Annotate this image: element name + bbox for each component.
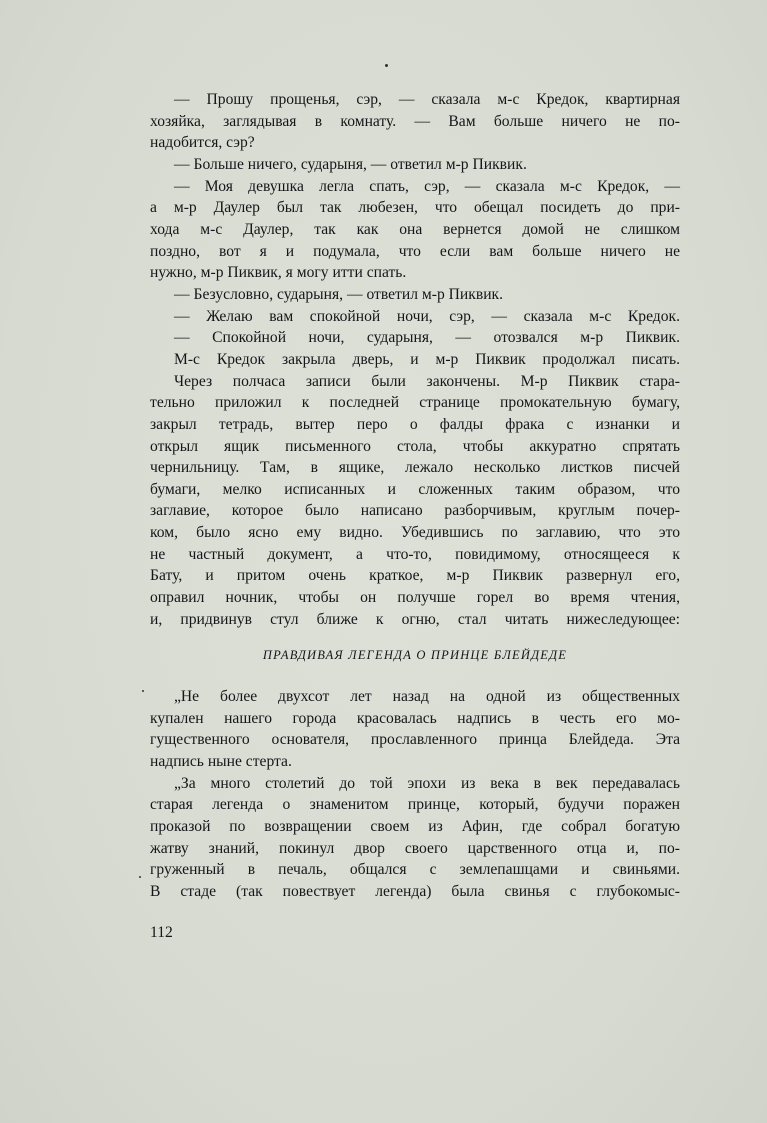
text-line: М-с Кредок закрыла дверь, и м-р Пиквик продолжал писать.	[174, 350, 680, 368]
text-line: чернильницу. Там, в ящике, лежало несколько листков писчей	[150, 459, 680, 477]
text-line: — Желаю вам спокойной ночи, сэр, — сказала м-с Кредок.	[174, 307, 680, 325]
text-line: хозяйка, заглядывая в комнату. — Вам больше ничего не по-	[150, 112, 680, 130]
text-line: — Прошу прощенья, сэр, — сказала м-с Кредок, квартирная	[174, 91, 680, 108]
text-line: — Безусловно, сударыня, — ответил м-р Пиквик.	[174, 285, 504, 303]
text-line: гущественного основателя, прославленного принца Блейдеда. Эта	[150, 731, 680, 749]
text-line: надобится, сэр?	[150, 134, 255, 152]
text-line: „Не более двухсот лет назад на одной из общественных	[174, 688, 680, 705]
text-line: жатву знаний, покинул двор своего царственного отца и, по-	[150, 839, 680, 857]
text-line: — Спокойной ночи, сударыня, — отозвался м-р Пиквик.	[174, 329, 680, 347]
text-line: бумаги, мелко исписанных и сложенных таким образом, что	[150, 480, 680, 498]
text-line: ком, было ясно ему видно. Убедившись по заглавию, что это	[150, 524, 680, 542]
text-line: закрыл тетрадь, вытер перо о фалды фрака с изнанки и	[150, 415, 680, 433]
text-line: открыл ящик письменного стола, чтобы аккуратно спрятать	[150, 437, 680, 455]
scan-speck	[142, 690, 144, 692]
scan-speck	[385, 64, 388, 67]
text-line: хода м-с Даулер, так как она вернется домой не слишком	[150, 220, 680, 238]
text-line: „За много столетий до той эпохи из века в век передавалась	[174, 774, 680, 792]
text-line: а м-р Даулер был так любезен, что обещал посидеть до при-	[150, 199, 680, 217]
text-line: Через полчаса записи были закончены. М-р Пиквик стара-	[174, 372, 680, 390]
text-line: груженный в печаль, общался с землепашцами и свиньями.	[150, 861, 680, 879]
text-line: оправил ночник, чтобы он получше горел во время чтения,	[150, 589, 680, 607]
text-line: проказой по возвращении своем из Афин, где собрал богатую	[150, 817, 680, 835]
text-line: — Больше ничего, сударыня, — ответил м-р Пиквик.	[174, 155, 527, 173]
text-line: купален нашего города красовалась надпись в честь его мо-	[150, 709, 680, 727]
body-text-bottom	[150, 686, 680, 903]
text-line: заглавие, которое было написано разборчивым, круглым почер-	[150, 502, 680, 520]
section-heading: ПРАВДИВАЯ ЛЕГЕНДА О ПРИНЦЕ БЛЕЙДЕДЕ	[262, 648, 568, 662]
text-line: старая легенда о знаменитом принце, который, будучи поражен	[150, 796, 680, 814]
text-line: тельно приложил к последней странице промокательную бумагу,	[150, 394, 680, 412]
text-line: Бату, и притом очень краткое, м-р Пиквик развернул его,	[150, 567, 680, 585]
page-number: 112	[150, 924, 173, 941]
text-line: надпись ныне стерта.	[150, 752, 292, 770]
text-line: нужно, м-р Пиквик, я могу итти спать.	[150, 264, 407, 282]
text-line: не частный документ, а что-то, повидимому, относящееся к	[150, 545, 680, 563]
text-line: — Моя девушка легла спать, сэр, — сказала м-с Кредок, —	[174, 177, 680, 195]
scan-speck	[139, 876, 141, 878]
text-line: поздно, вот я и подумала, что если вам больше ничего не	[150, 242, 680, 260]
body-text-top	[150, 89, 680, 630]
text-line: и, придвинув стул ближе к огню, стал читать нижеследующее:	[150, 610, 680, 628]
text-line: В стаде (так повествует легенда) была свинья с глубокомыс-	[150, 882, 680, 900]
